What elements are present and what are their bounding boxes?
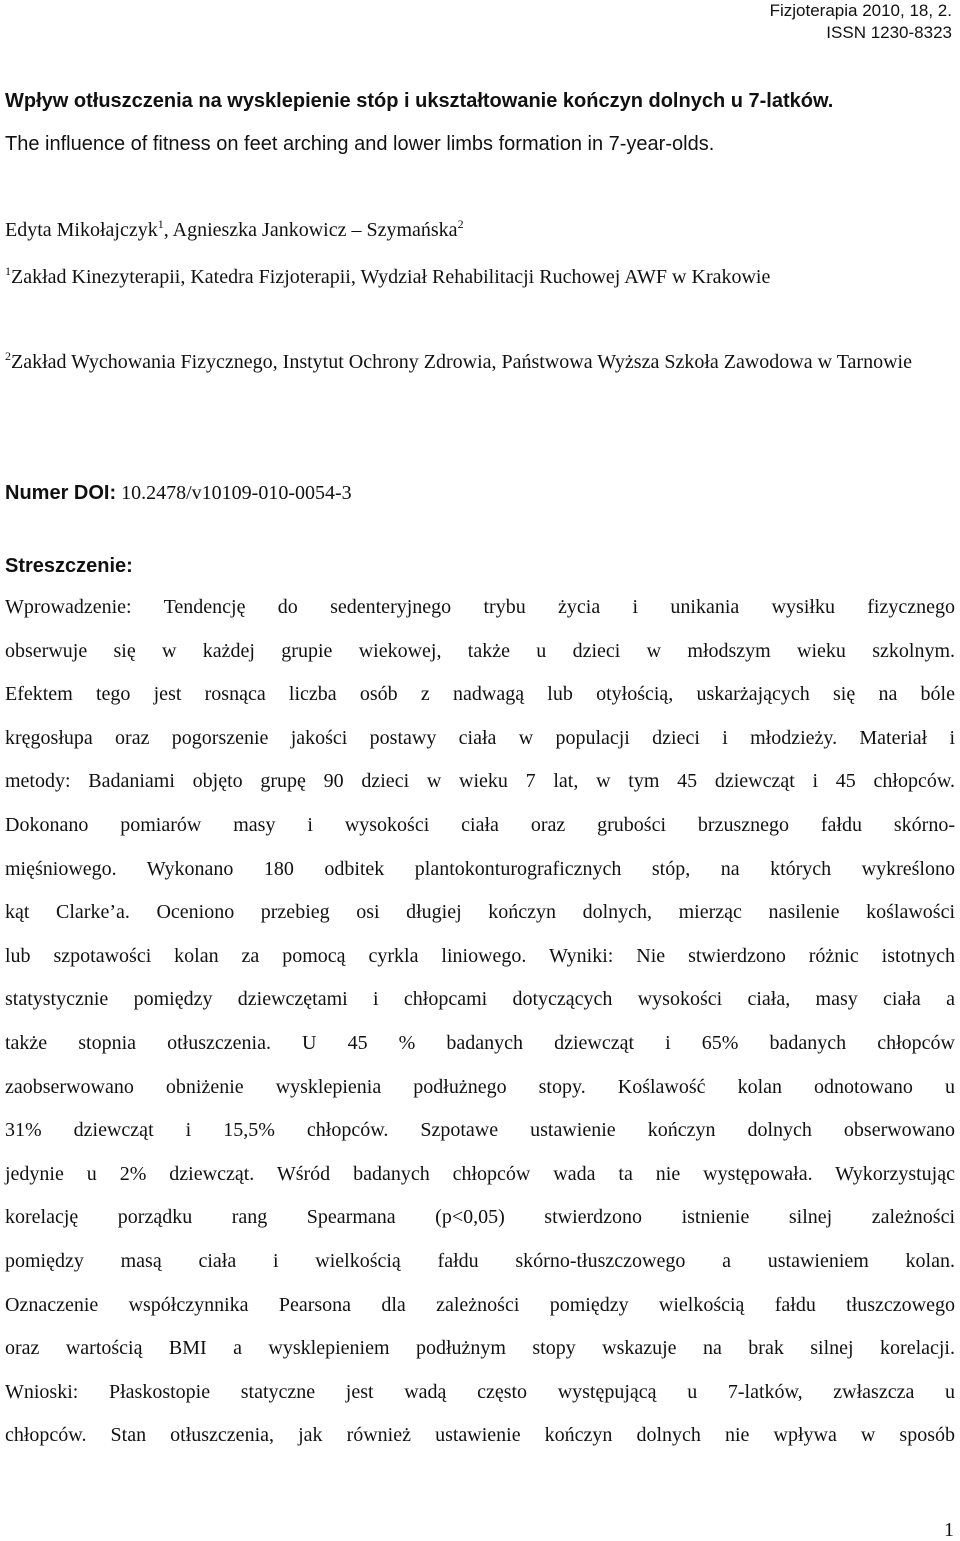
affiliation-2-marker: 2 [5, 349, 11, 363]
title-english: The influence of fitness on feet arching and lower limbs formation in 7-year-olds. [5, 133, 715, 155]
authors [5, 216, 464, 244]
author-1-affil-marker: 1 [157, 217, 164, 231]
abstract-line: Wprowadzenie: Tendencję do sedenteryjnego trybu życia i unikania wysiłku fizycznego [5, 596, 955, 618]
author-1: Edyta Mikołajczyk [5, 219, 158, 241]
affiliation-1 [5, 254, 955, 300]
abstract-line: pomiędzy masą ciała i wielkością fałdu skórno-tłuszczowego a ustawieniem kolan. [5, 1249, 955, 1272]
abstract-line: kręgosłupa oraz pogorszenie jakości postawy ciała w populacji dzieci i młodzieży. Materiał i [5, 726, 955, 749]
affiliation-1-text: Zakład Kinezyterapii, Katedra Fizjoterapii, Wydział Rehabilitacji Ruchowej AWF w Krakowie [11, 266, 771, 288]
abstract-line: mięśniowego. Wykonano 180 odbitek plantokonturograficznych stóp, na których wykreślono [5, 857, 955, 880]
abstract-line: także stopnia otłuszczenia. U 45 % badanych dziewcząt i 65% badanych chłopców [5, 1031, 955, 1054]
doi-label: Numer DOI: [5, 482, 117, 504]
author-2: Agnieszka Jankowicz – Szymańska [172, 219, 458, 241]
author-separator: , [163, 219, 173, 241]
abstract-line: statystycznie pomiędzy dziewczętami i chłopcami dotyczących wysokości ciała, masy ciała a [5, 988, 955, 1011]
abstract-heading: Streszczenie: [5, 555, 133, 577]
abstract-line: korelację porządku rang Spearmana (p<0,05) stwierdzono istnienie silnej zależności [5, 1206, 955, 1229]
page-number: 1 [944, 1519, 954, 1541]
abstract-line: obserwuje się w każdej grupie wiekowej, także u dzieci w młodszym wieku szkolnym. [5, 639, 955, 662]
abstract-body [5, 586, 955, 1458]
journal-citation: Fizjoterapia 2010, 18, 2. [769, 1, 952, 20]
affiliation-2-text: Zakład Wychowania Fizycznego, Instytut Ochrony Zdrowia, Państwowa Wyższa Szkoła Zawodowa w Tarnowie [11, 351, 912, 373]
author-2-affil-marker: 2 [457, 217, 464, 231]
abstract-line: Dokonano pomiarów masy i wysokości ciała oraz grubości brzusznego fałdu skórno- [5, 813, 955, 836]
abstract-line: chłopców. Stan otłuszczenia, jak również ustawienie kończyn dolnych nie wpływa w sposób [5, 1424, 955, 1447]
title-polish: Wpływ otłuszczenia na wysklepienie stóp i ukształtowanie kończyn dolnych u 7-latków. [5, 90, 834, 112]
abstract-line: Efektem tego jest rosnąca liczba osób z nadwagą lub otyłością, uskarżających się na bóle [5, 683, 955, 706]
abstract-line: kąt Clarke’a. Oceniono przebieg osi długiej kończyn dolnych, mierząc nasilenie koślawości [5, 901, 955, 924]
abstract-line: metody: Badaniami objęto grupę 90 dzieci w wieku 7 lat, w tym 45 dziewcząt i 45 chłopców. [5, 770, 955, 793]
abstract-line: lub szpotawości kolan za pomocą cyrkla liniowego. Wyniki: Nie stwierdzono różnic istotnych [5, 944, 955, 967]
doi-value: 10.2478/v10109-010-0054-3 [116, 482, 352, 504]
journal-header [770, 0, 952, 44]
doi [5, 479, 352, 507]
issn: ISSN 1230-8323 [826, 23, 952, 42]
abstract-line: Oznaczenie współczynnika Pearsona dla zależności pomiędzy wielkością fałdu tłuszczowego [5, 1293, 955, 1316]
abstract-line: Wnioski: Płaskostopie statyczne jest wadą często występującą u 7-latków, zwłaszcza u [5, 1380, 955, 1403]
abstract-line: jedynie u 2% dziewcząt. Wśród badanych chłopców wada ta nie występowała. Wykorzystując [5, 1162, 955, 1185]
abstract-line: oraz wartością BMI a wysklepieniem podłużnym stopy wskazuje na brak silnej korelacji. [5, 1337, 955, 1360]
abstract-line: zaobserwowano obniżenie wysklepienia podłużnego stopy. Koślawość kolan odnotowano u [5, 1075, 955, 1098]
abstract-line: 31% dziewcząt i 15,5% chłopców. Szpotawe ustawienie kończyn dolnych obserwowano [5, 1119, 955, 1142]
affiliation-1-marker: 1 [5, 264, 11, 278]
affiliation-2 [5, 339, 955, 385]
